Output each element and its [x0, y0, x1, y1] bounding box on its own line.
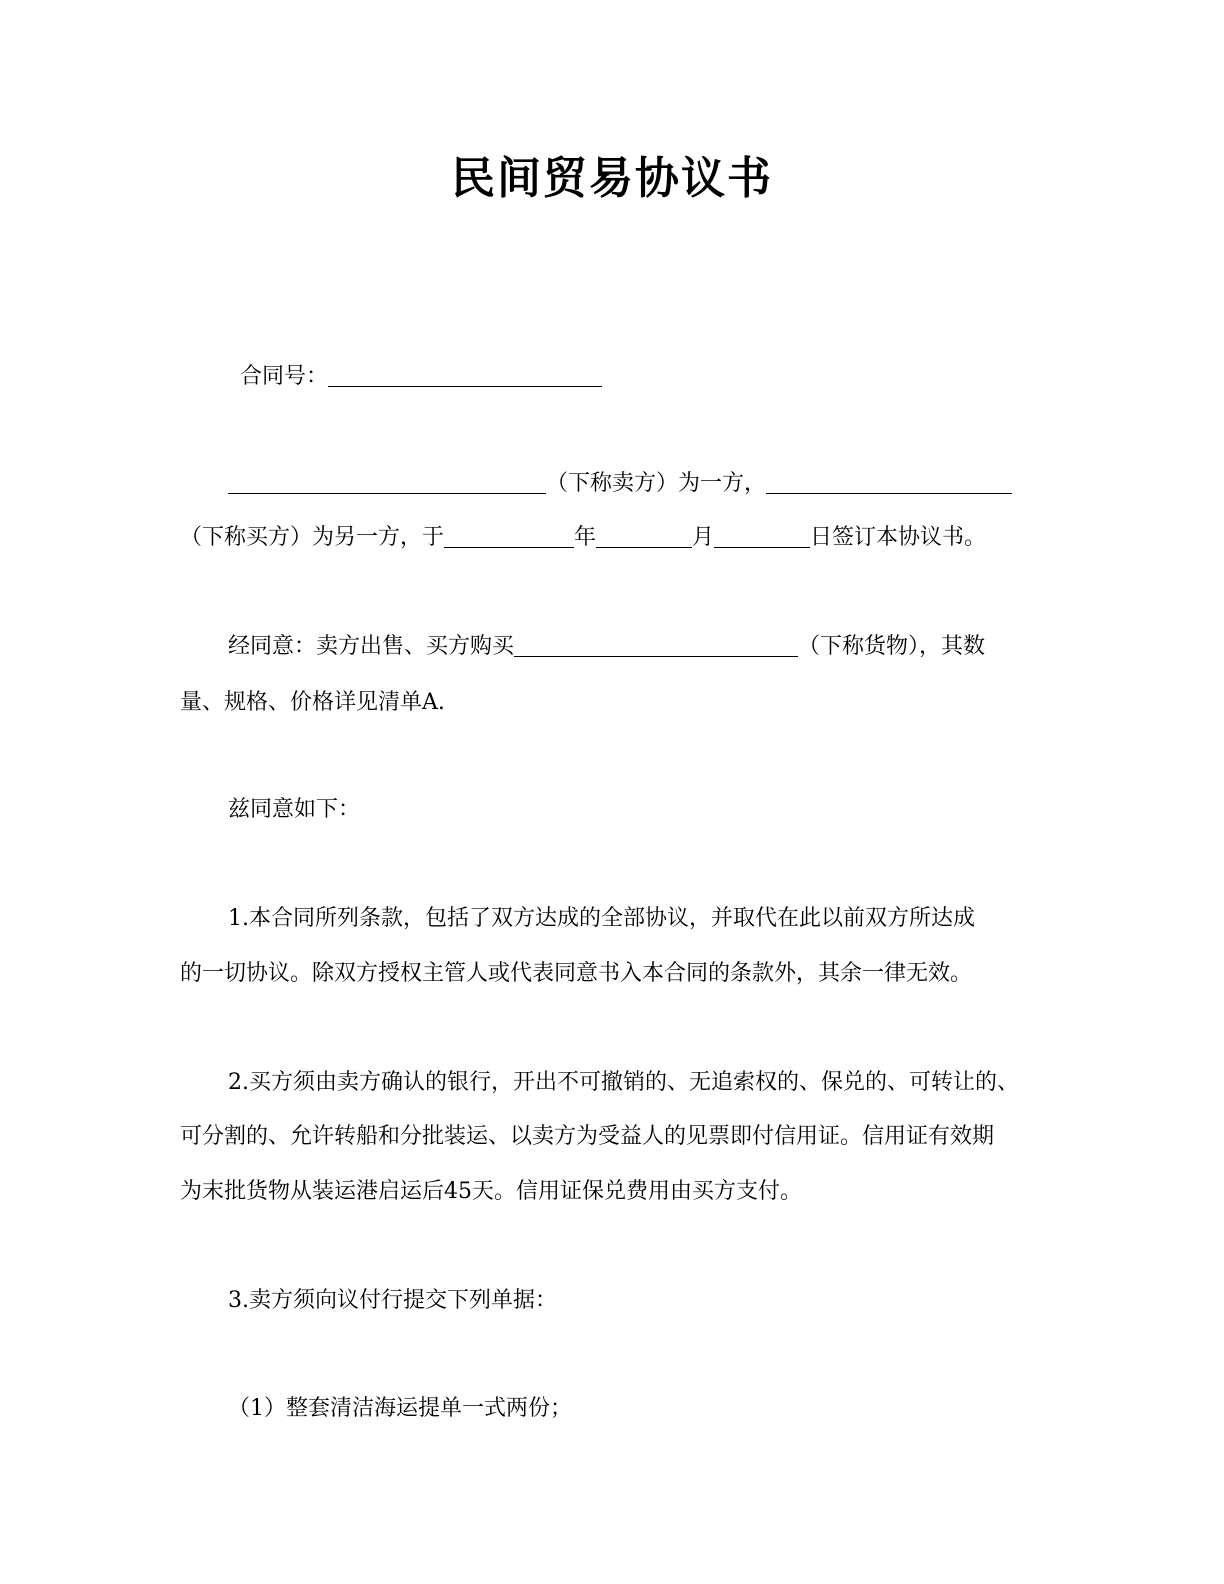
agree-intro: 兹同意如下：	[228, 797, 361, 822]
clause-1-line-1: 1.本合同所列条款，包括了双方达成的全部协议，并取代在此以前双方所达成	[228, 906, 975, 931]
month-label: 月	[692, 525, 715, 550]
month-blank	[596, 525, 692, 548]
contract-number-line	[240, 362, 602, 392]
buyer-name-blank	[766, 471, 1012, 494]
clause-3-item-1: （1）整套清洁海运提单一式两份；	[228, 1396, 572, 1421]
day-blank	[714, 525, 810, 548]
year-label: 年	[574, 525, 597, 550]
contract-number-label: 合同号：	[240, 364, 329, 389]
goods-line-1	[228, 632, 985, 662]
goods-suffix: （下称货物），其数	[798, 634, 986, 659]
clause-1-line-2: 的一切协议。除双方授权主管人或代表同意书入本合同的条款外，其余一律无效。	[180, 961, 973, 986]
day-suffix: 日签订本协议书。	[810, 525, 987, 550]
party-line-2	[180, 523, 986, 553]
clause-2-line-3: 为末批货物从装运港启运后45天。信用证保兑费用由买方支付。	[180, 1179, 802, 1204]
clause-3-line-1: 3.卖方须向议付行提交下列单据：	[228, 1288, 557, 1313]
buyer-suffix: （下称买方）为另一方，于	[180, 525, 445, 550]
clause-2-line-2: 可分割的、允许转船和分批装运、以卖方为受益人的见票即付信用证。信用证有效期	[180, 1124, 995, 1149]
goods-line-2: 量、规格、价格详见清单A.	[180, 690, 445, 715]
seller-suffix: （下称卖方）为一方，	[546, 471, 767, 496]
goods-prefix: 经同意：卖方出售、买方购买	[228, 634, 515, 659]
party-line-1	[228, 469, 1012, 499]
contract-number-blank	[328, 364, 602, 387]
year-blank	[444, 525, 574, 548]
document-title: 民间贸易协议书	[451, 153, 773, 204]
seller-name-blank	[228, 471, 546, 494]
goods-blank	[514, 634, 798, 657]
clause-2-line-1: 2.买方须由卖方确认的银行，开出不可撤销的、无追索权的、保兑的、可转让的、	[228, 1070, 1019, 1095]
